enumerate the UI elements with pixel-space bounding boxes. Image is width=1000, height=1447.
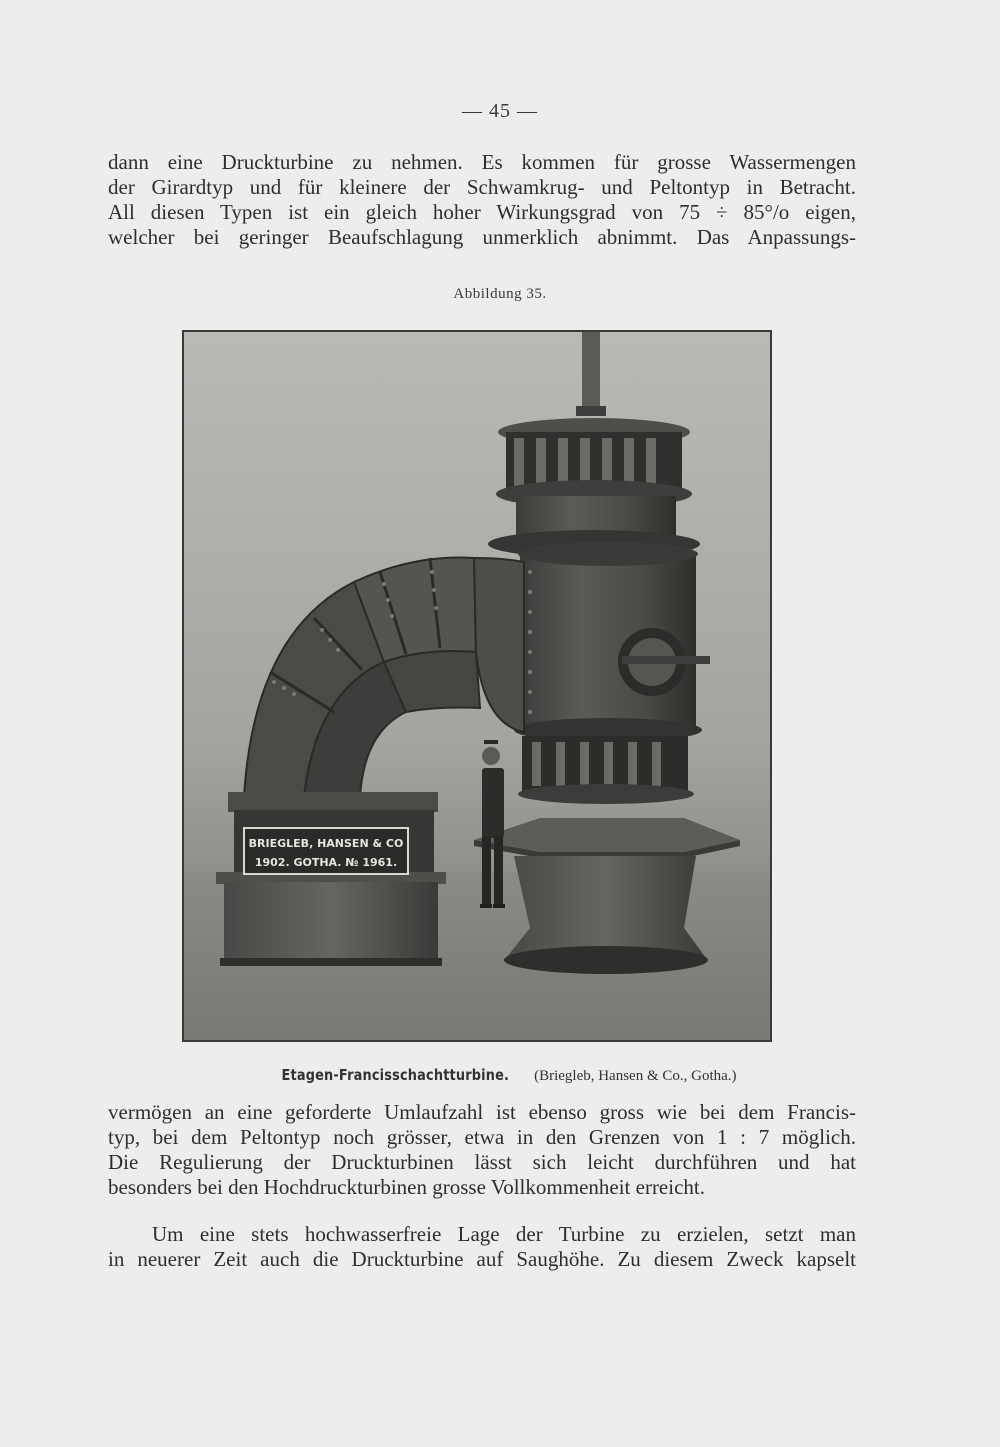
paragraph-middle (108, 1100, 856, 1200)
nameplate-line-1: BRIEGLEB, HANSEN & CO (248, 837, 404, 850)
text-line: dann eine Druckturbine zu nehmen. Es kommen für grosse Wassermengen (108, 150, 856, 174)
turbine-illustration (184, 332, 770, 1040)
figure-label: Abbildung 35. (453, 286, 547, 302)
text-line: typ, bei dem Peltontyp noch grösser, etwa in den Grenzen von 1 : 7 möglich. (108, 1125, 856, 1149)
caption-title: Etagen-Francisschachtturbine. (281, 1066, 510, 1084)
text-line: welcher bei geringer Beaufschlagung unmerklich abnimmt. Das Anpassungs- (108, 225, 856, 249)
text-line: All diesen Typen ist ein gleich hoher Wirkungsgrad von 75 ÷ 85°/o eigen, (108, 200, 856, 224)
page-number: — 45 — (462, 100, 538, 122)
figure-caption (0, 1066, 1000, 1085)
nameplate-line-2: 1902. GOTHA. № 1961. (254, 856, 398, 869)
paragraph-top (108, 150, 856, 250)
text-line: Um eine stets hochwasserfreie Lage der Turbine zu erzielen, setzt man (152, 1222, 856, 1246)
text-line: vermögen an eine geforderte Umlaufzahl ist ebenso gross wie bei dem Francis- (108, 1100, 856, 1124)
caption-credit: (Briegleb, Hansen & Co., Gotha.) (534, 1068, 737, 1084)
text-line: Die Regulierung der Druckturbinen lässt sich leicht durchführen und hat (108, 1150, 856, 1174)
text-line: in neuerer Zeit auch die Druckturbine auf Saughöhe. Zu diesem Zweck kapselt (108, 1247, 856, 1271)
text-line: der Girardtyp und für kleinere der Schwamkrug- und Peltontyp in Betracht. (108, 175, 856, 199)
paragraph-bottom (108, 1222, 856, 1272)
text-line: besonders bei den Hochdruckturbinen grosse Vollkommenheit erreicht. (108, 1175, 705, 1199)
turbine-photograph (182, 330, 772, 1042)
